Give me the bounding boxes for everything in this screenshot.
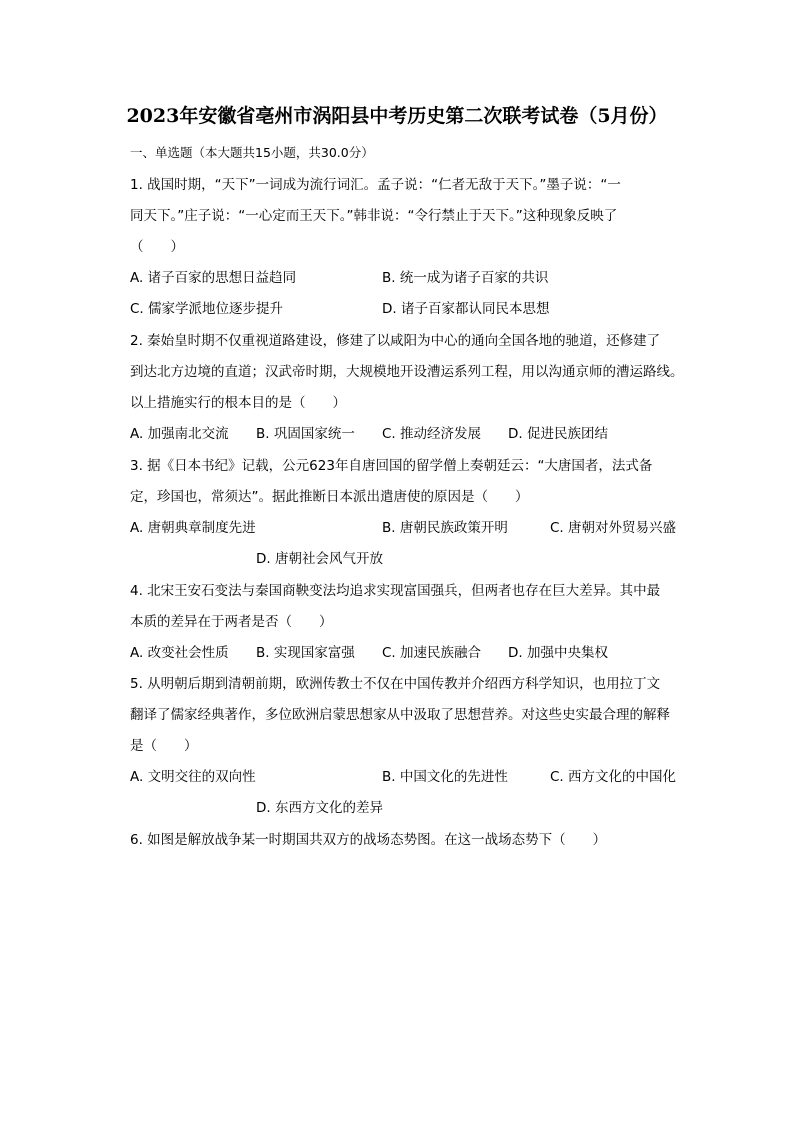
question-3-option-c: C. 唐朝对外贸易兴盛	[550, 520, 677, 536]
question-2-line-2: 到达北方边境的直道；汉武帝时期，大规模地开设漕运系列工程，用以沟通京师的漕运路线。	[130, 364, 684, 380]
question-1-option-c: C. 儒家学派地位逐步提升	[130, 301, 284, 317]
section-heading: 一、单选题（本大题共15小题，共30.0分）	[130, 145, 374, 160]
question-5-option-a: A. 文明交往的双向性	[130, 769, 256, 785]
question-3-line-2: 定，珍国也，常须达”。据此推断日本派出遣唐使的原因是（ ）	[130, 489, 529, 505]
question-4-option-a: A. 改变社会性质	[130, 645, 229, 661]
question-2-line-3: 以上措施实行的根本目的是（ ）	[130, 395, 346, 411]
question-2-line-1: 2. 秦始皇时期不仅重视道路建设，修建了以咸阳为中心的通向全国各地的驰道，还修建了	[130, 333, 661, 349]
question-1-option-a: A. 诸子百家的思想日益趋同	[130, 270, 297, 286]
question-3-option-b: B. 唐朝民族政策开明	[382, 520, 508, 536]
question-1-line-2: 同天下。”庄子说：“一心定而王天下。”韩非说：“令行禁止于天下。”这种现象反映了	[130, 208, 618, 224]
question-4-option-d: D. 加强中央集权	[508, 645, 608, 661]
question-5-option-d: D. 东西方文化的差异	[256, 800, 383, 816]
question-4-line-2: 本质的差异在于两者是否（ ）	[130, 614, 333, 630]
question-2-option-a: A. 加强南北交流	[130, 426, 229, 442]
question-3-option-a: A. 唐朝典章制度先进	[130, 520, 256, 536]
question-5-line-3: 是（ ）	[130, 738, 198, 754]
question-5-option-b: B. 中国文化的先进性	[382, 769, 508, 785]
exam-title: 2023年安徽省亳州市涡阳县中考历史第二次联考试卷（5月份）	[126, 105, 668, 127]
question-1-option-b: B. 统一成为诸子百家的共识	[382, 270, 549, 286]
question-1-option-d: D. 诸子百家都认同民本思想	[382, 301, 550, 317]
question-1-line-1: 1. 战国时期，“天下”一词成为流行词汇。孟子说：“仁者无敌于天下。”墨子说：“一	[130, 177, 621, 193]
question-4-option-c: C. 加速民族融合	[382, 645, 482, 661]
question-2-option-b: B. 巩固国家统一	[256, 426, 355, 442]
question-4-line-1: 4. 北宋王安石变法与秦国商鞅变法均追求实现富国强兵，但两者也存在巨大差异。其中最	[130, 583, 661, 599]
question-6-line-1: 6. 如图是解放战争某一时期国共双方的战场态势图。在这一战场态势下（ ）	[130, 832, 607, 848]
question-5-line-2: 翻译了儒家经典著作，多位欧洲启蒙思想家从中汲取了思想营养。对这些史实最合理的解释	[130, 707, 670, 723]
question-4-option-b: B. 实现国家富强	[256, 645, 355, 661]
question-3-line-1: 3. 据《日本书纪》记载，公元623年自唐回国的留学僧上奏朝廷云：“大唐国者，法式备	[130, 458, 653, 474]
question-1-line-3: （ ）	[130, 239, 184, 255]
question-2-option-c: C. 推动经济发展	[382, 426, 482, 442]
question-5-option-c: C. 西方文化的中国化	[550, 769, 677, 785]
question-2-option-d: D. 促进民族团结	[508, 426, 608, 442]
question-3-option-d: D. 唐朝社会风气开放	[256, 551, 383, 567]
question-5-line-1: 5. 从明朝后期到清朝前期，欧洲传教士不仅在中国传教并介绍西方科学知识，也用拉丁文	[130, 676, 661, 692]
